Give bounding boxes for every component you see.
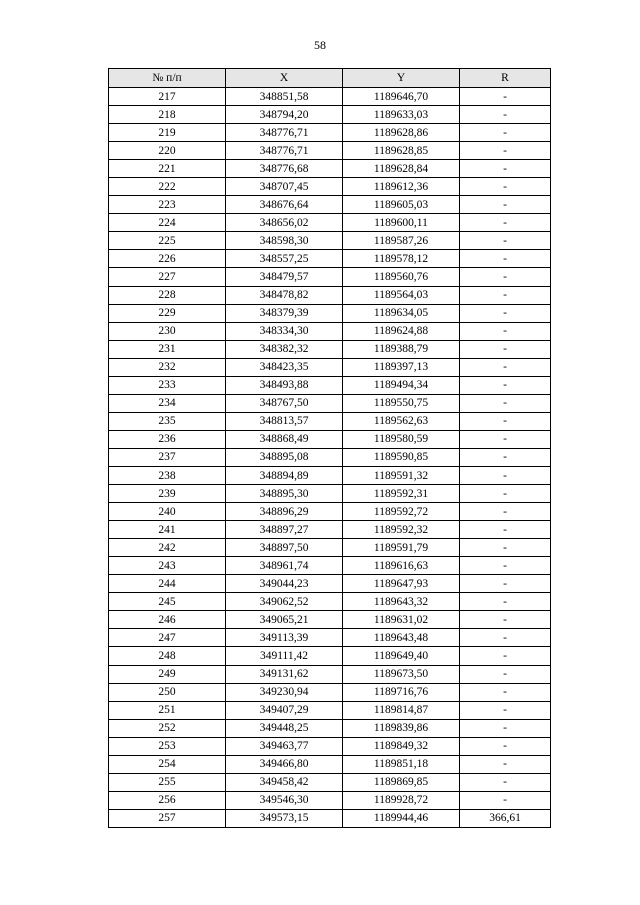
cell-number: 227 — [109, 268, 226, 286]
cell-r: - — [460, 250, 551, 268]
table-row — [109, 178, 551, 196]
table-row — [109, 106, 551, 124]
cell-y: 1189592,32 — [343, 521, 460, 539]
cell-r: - — [460, 719, 551, 737]
cell-r: - — [460, 412, 551, 430]
cell-number: 235 — [109, 412, 226, 430]
table-row — [109, 683, 551, 701]
cell-y: 1189388,79 — [343, 340, 460, 358]
cell-number: 248 — [109, 647, 226, 665]
cell-number: 240 — [109, 503, 226, 521]
cell-r: - — [460, 593, 551, 611]
table-row — [109, 557, 551, 575]
cell-number: 254 — [109, 755, 226, 773]
cell-x: 348707,45 — [226, 178, 343, 196]
header-y: Y — [343, 69, 460, 88]
cell-number: 234 — [109, 394, 226, 412]
cell-x: 349113,39 — [226, 629, 343, 647]
table-row — [109, 304, 551, 322]
cell-r: - — [460, 322, 551, 340]
cell-number: 223 — [109, 196, 226, 214]
cell-r: - — [460, 755, 551, 773]
cell-r: - — [460, 286, 551, 304]
cell-y: 1189591,32 — [343, 466, 460, 484]
cell-r: - — [460, 629, 551, 647]
cell-number: 247 — [109, 629, 226, 647]
cell-x: 348897,50 — [226, 539, 343, 557]
cell-r: - — [460, 647, 551, 665]
cell-y: 1189643,32 — [343, 593, 460, 611]
cell-y: 1189716,76 — [343, 683, 460, 701]
cell-r: - — [460, 358, 551, 376]
cell-x: 348379,39 — [226, 304, 343, 322]
cell-y: 1189928,72 — [343, 791, 460, 809]
table-row — [109, 485, 551, 503]
cell-r: - — [460, 466, 551, 484]
cell-x: 349573,15 — [226, 809, 343, 827]
table-row — [109, 647, 551, 665]
cell-r: - — [460, 304, 551, 322]
cell-r: - — [460, 557, 551, 575]
cell-y: 1189605,03 — [343, 196, 460, 214]
cell-number: 219 — [109, 124, 226, 142]
cell-number: 256 — [109, 791, 226, 809]
cell-x: 348895,08 — [226, 448, 343, 466]
cell-r: - — [460, 88, 551, 106]
cell-r: - — [460, 106, 551, 124]
cell-number: 250 — [109, 683, 226, 701]
cell-y: 1189550,75 — [343, 394, 460, 412]
cell-x: 348423,35 — [226, 358, 343, 376]
table-row — [109, 430, 551, 448]
cell-number: 242 — [109, 539, 226, 557]
cell-number: 251 — [109, 701, 226, 719]
table-row — [109, 142, 551, 160]
cell-y: 1189869,85 — [343, 773, 460, 791]
cell-number: 226 — [109, 250, 226, 268]
cell-r: - — [460, 430, 551, 448]
cell-r: - — [460, 539, 551, 557]
cell-y: 1189647,93 — [343, 575, 460, 593]
table-row — [109, 88, 551, 106]
table-row — [109, 340, 551, 358]
table-row — [109, 719, 551, 737]
cell-y: 1189616,63 — [343, 557, 460, 575]
table-row — [109, 773, 551, 791]
table-row — [109, 575, 551, 593]
cell-number: 241 — [109, 521, 226, 539]
cell-number: 238 — [109, 466, 226, 484]
table-row — [109, 466, 551, 484]
cell-y: 1189628,84 — [343, 160, 460, 178]
cell-y: 1189673,50 — [343, 665, 460, 683]
cell-number: 252 — [109, 719, 226, 737]
cell-number: 222 — [109, 178, 226, 196]
cell-number: 225 — [109, 232, 226, 250]
cell-y: 1189643,48 — [343, 629, 460, 647]
table-row — [109, 214, 551, 232]
cell-x: 349065,21 — [226, 611, 343, 629]
cell-y: 1189600,11 — [343, 214, 460, 232]
cell-number: 243 — [109, 557, 226, 575]
cell-x: 349407,29 — [226, 701, 343, 719]
cell-number: 231 — [109, 340, 226, 358]
cell-number: 244 — [109, 575, 226, 593]
cell-number: 239 — [109, 485, 226, 503]
table-row — [109, 539, 551, 557]
cell-r: - — [460, 737, 551, 755]
cell-number: 220 — [109, 142, 226, 160]
cell-y: 1189633,03 — [343, 106, 460, 124]
table-row — [109, 250, 551, 268]
cell-r: - — [460, 503, 551, 521]
cell-number: 217 — [109, 88, 226, 106]
cell-y: 1189564,03 — [343, 286, 460, 304]
cell-x: 348767,50 — [226, 394, 343, 412]
table-row — [109, 232, 551, 250]
cell-x: 348813,57 — [226, 412, 343, 430]
cell-y: 1189590,85 — [343, 448, 460, 466]
cell-x: 349546,30 — [226, 791, 343, 809]
cell-x: 348676,64 — [226, 196, 343, 214]
table-row — [109, 358, 551, 376]
cell-y: 1189646,70 — [343, 88, 460, 106]
cell-r: - — [460, 142, 551, 160]
cell-number: 228 — [109, 286, 226, 304]
cell-x: 348895,30 — [226, 485, 343, 503]
cell-x: 348479,57 — [226, 268, 343, 286]
cell-x: 348776,71 — [226, 124, 343, 142]
header-number: № п/п — [109, 69, 226, 88]
cell-number: 218 — [109, 106, 226, 124]
cell-y: 1189592,72 — [343, 503, 460, 521]
cell-y: 1189494,34 — [343, 376, 460, 394]
cell-r: - — [460, 160, 551, 178]
table-row — [109, 521, 551, 539]
cell-x: 348493,88 — [226, 376, 343, 394]
cell-y: 1189851,18 — [343, 755, 460, 773]
cell-y: 1189631,02 — [343, 611, 460, 629]
cell-x: 348897,27 — [226, 521, 343, 539]
cell-r: - — [460, 521, 551, 539]
cell-r: - — [460, 448, 551, 466]
cell-r: - — [460, 485, 551, 503]
cell-r: 366,61 — [460, 809, 551, 827]
cell-y: 1189591,79 — [343, 539, 460, 557]
cell-r: - — [460, 665, 551, 683]
coordinates-table — [108, 68, 551, 828]
cell-x: 348557,25 — [226, 250, 343, 268]
cell-x: 348334,30 — [226, 322, 343, 340]
table-row — [109, 503, 551, 521]
table-row — [109, 322, 551, 340]
cell-x: 348382,32 — [226, 340, 343, 358]
cell-number: 230 — [109, 322, 226, 340]
cell-r: - — [460, 394, 551, 412]
cell-y: 1189839,86 — [343, 719, 460, 737]
cell-x: 348598,30 — [226, 232, 343, 250]
table-row — [109, 755, 551, 773]
cell-y: 1189628,85 — [343, 142, 460, 160]
cell-r: - — [460, 575, 551, 593]
cell-number: 237 — [109, 448, 226, 466]
cell-number: 257 — [109, 809, 226, 827]
cell-y: 1189628,86 — [343, 124, 460, 142]
cell-number: 246 — [109, 611, 226, 629]
cell-y: 1189578,12 — [343, 250, 460, 268]
cell-x: 348961,74 — [226, 557, 343, 575]
cell-y: 1189587,26 — [343, 232, 460, 250]
cell-x: 349458,42 — [226, 773, 343, 791]
cell-y: 1189649,40 — [343, 647, 460, 665]
page-number: 58 — [314, 38, 326, 52]
cell-number: 236 — [109, 430, 226, 448]
cell-r: - — [460, 214, 551, 232]
cell-r: - — [460, 178, 551, 196]
table-row — [109, 160, 551, 178]
cell-y: 1189560,76 — [343, 268, 460, 286]
table-row — [109, 809, 551, 827]
cell-x: 349463,77 — [226, 737, 343, 755]
cell-x: 349062,52 — [226, 593, 343, 611]
table-row — [109, 412, 551, 430]
cell-x: 348776,71 — [226, 142, 343, 160]
table-row — [109, 376, 551, 394]
cell-number: 221 — [109, 160, 226, 178]
cell-r: - — [460, 196, 551, 214]
cell-number: 249 — [109, 665, 226, 683]
cell-y: 1189849,32 — [343, 737, 460, 755]
header-r: R — [460, 69, 551, 88]
cell-y: 1189944,46 — [343, 809, 460, 827]
cell-r: - — [460, 232, 551, 250]
cell-y: 1189612,36 — [343, 178, 460, 196]
cell-x: 349111,42 — [226, 647, 343, 665]
cell-x: 348794,20 — [226, 106, 343, 124]
cell-x: 349044,23 — [226, 575, 343, 593]
table-row — [109, 448, 551, 466]
cell-number: 233 — [109, 376, 226, 394]
cell-x: 348656,02 — [226, 214, 343, 232]
table-row — [109, 286, 551, 304]
cell-r: - — [460, 611, 551, 629]
cell-number: 255 — [109, 773, 226, 791]
table-row — [109, 268, 551, 286]
cell-number: 232 — [109, 358, 226, 376]
cell-y: 1189814,87 — [343, 701, 460, 719]
table-row — [109, 611, 551, 629]
cell-y: 1189634,05 — [343, 304, 460, 322]
cell-r: - — [460, 340, 551, 358]
table-row — [109, 629, 551, 647]
cell-x: 348776,68 — [226, 160, 343, 178]
cell-number: 224 — [109, 214, 226, 232]
table-row — [109, 196, 551, 214]
header-row — [109, 69, 551, 88]
cell-x: 349230,94 — [226, 683, 343, 701]
table-row — [109, 791, 551, 809]
cell-y: 1189580,59 — [343, 430, 460, 448]
cell-r: - — [460, 791, 551, 809]
cell-r: - — [460, 268, 551, 286]
table-row — [109, 701, 551, 719]
cell-y: 1189397,13 — [343, 358, 460, 376]
cell-x: 348896,29 — [226, 503, 343, 521]
header-x: X — [226, 69, 343, 88]
cell-x: 349466,80 — [226, 755, 343, 773]
table-row — [109, 737, 551, 755]
table-row — [109, 394, 551, 412]
table-row — [109, 593, 551, 611]
cell-x: 348478,82 — [226, 286, 343, 304]
cell-r: - — [460, 683, 551, 701]
cell-y: 1189562,63 — [343, 412, 460, 430]
cell-r: - — [460, 124, 551, 142]
cell-number: 253 — [109, 737, 226, 755]
table-body — [109, 88, 551, 828]
cell-y: 1189592,31 — [343, 485, 460, 503]
cell-number: 229 — [109, 304, 226, 322]
cell-r: - — [460, 701, 551, 719]
cell-y: 1189624,88 — [343, 322, 460, 340]
cell-number: 245 — [109, 593, 226, 611]
table-row — [109, 665, 551, 683]
cell-x: 349131,62 — [226, 665, 343, 683]
table-header — [109, 69, 551, 88]
cell-x: 348894,89 — [226, 466, 343, 484]
cell-x: 348868,49 — [226, 430, 343, 448]
cell-r: - — [460, 376, 551, 394]
table-row — [109, 124, 551, 142]
cell-x: 348851,58 — [226, 88, 343, 106]
cell-x: 349448,25 — [226, 719, 343, 737]
cell-r: - — [460, 773, 551, 791]
